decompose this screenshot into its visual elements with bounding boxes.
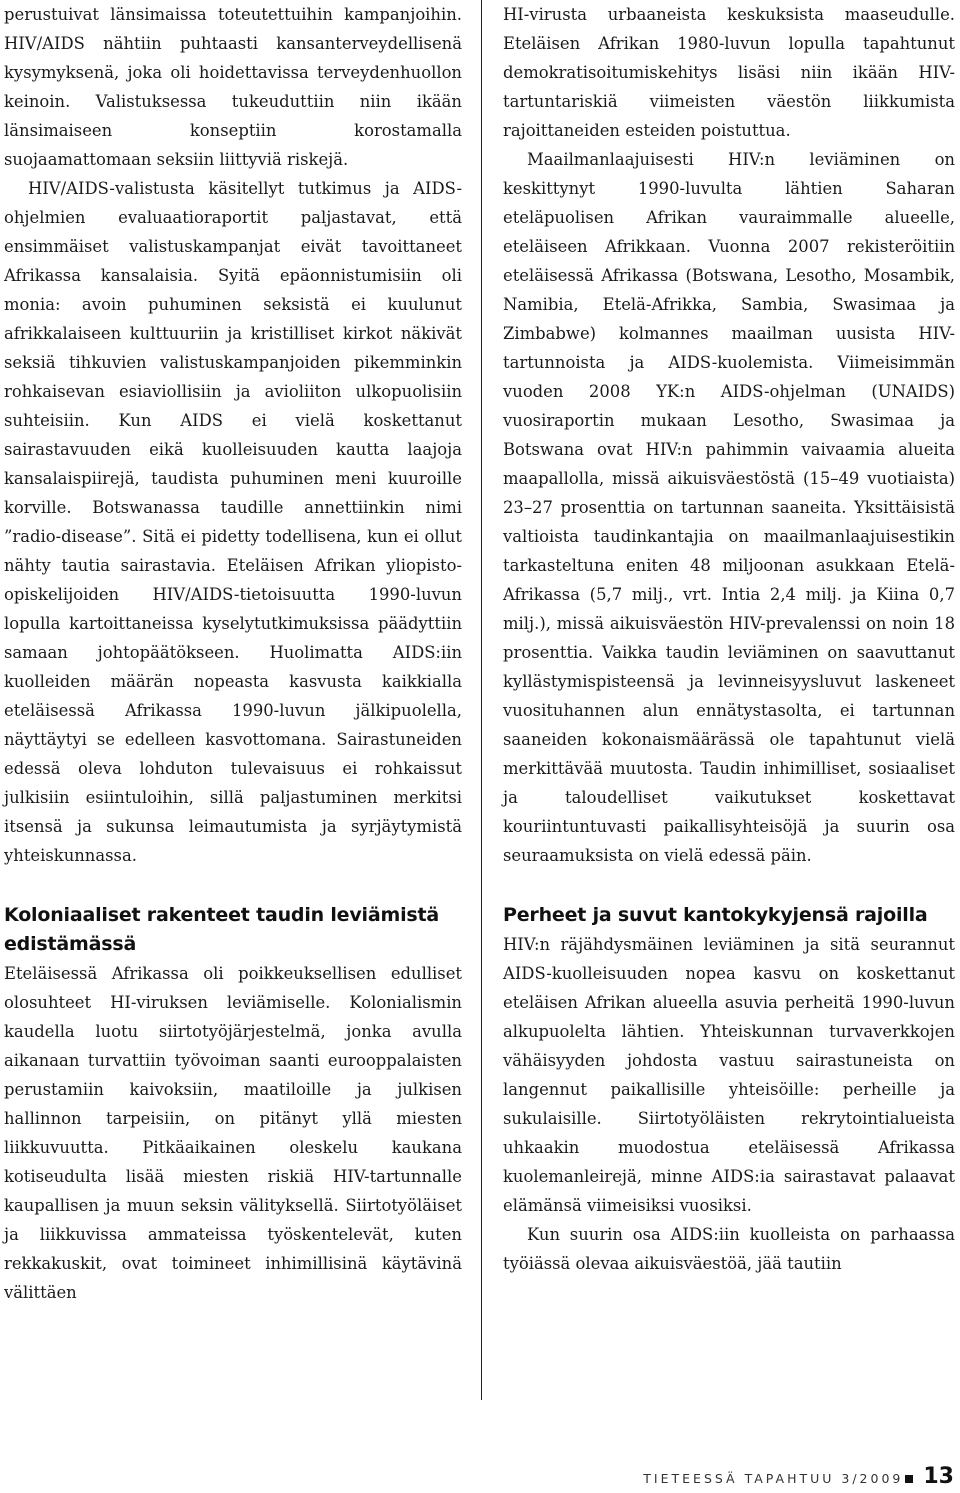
section-heading-families: Perheet ja suvut kantokykyjensä rajoilla	[503, 904, 928, 926]
left-column	[4, 0, 462, 1307]
section-gap	[503, 870, 955, 901]
section-heading-colonial: Koloniaaliset rakenteet taudin leviämistä edistämässä	[4, 904, 440, 955]
right-paragraph-3: HIV:n räjähdysmäinen leviäminen ja sitä seurannut AIDS-kuolleisuuden nopea kasvu on koskettanut eteläisen Afrikan alueella asuvia perheitä 1990-luvun alkupuolelta lähtien. Yhteiskunnan turvaverkkojen vähäisyyden johdosta vastuu sairastuneista on langennut paikallisille yhteisöille: perheille ja sukulaisille. Siirtotyöläisten rekrytointialueista uhkaakin muodostua eteläisessä Afrikassa kuolemanleirejä, minne AIDS:ia sairastavat palaavat elämänsä viimeisiksi vuosiksi.	[503, 935, 955, 1215]
right-column	[503, 0, 955, 1278]
left-paragraph-1: perustuivat länsimaissa toteutettuihin kampanjoihin. HIV/AIDS nähtiin puhtaasti kansanterveydellisenä kysymyksenä, joka oli hoidettavissa terveydenhuollon keinoin. Valistuksessa tukeuduttiin niin ikään länsimaiseen konseptiin korostamalla suojaamattomaan seksiin liittyviä riskejä.	[4, 5, 462, 169]
square-bullet-icon	[905, 1475, 913, 1483]
right-paragraph-1: HI-virusta urbaaneista keskuksista maaseudulle. Eteläisen Afrikan 1980-luvun lopulla tapahtunut demokratisoitumiskehitys lisäsi niin ikään HIV-tartuntariskiä viimeisten väestön liikkumista rajoittaneiden esteiden poistuttua.	[503, 5, 955, 140]
journal-name: TIETEESSÄ TAPAHTUU 3/2009	[643, 1471, 904, 1486]
right-paragraph-4: Kun suurin osa AIDS:iin kuolleista on parhaassa työiässä olevaa aikuisväestöä, jää tautiin	[503, 1225, 955, 1273]
page-number: 13	[923, 1464, 954, 1489]
page-footer	[643, 1464, 954, 1489]
left-paragraph-2: HIV/AIDS-valistusta käsitellyt tutkimus ja AIDS-ohjelmien evaluaatioraportit paljastavat, että ensimmäiset valistuskampanjat eivät tavoittaneet Afrikassa kansalaisia. Syitä epäonnistumisiin oli monia: avoin puhuminen seksistä ei kuulunut afrikkalaiseen kulttuuriin ja kristilliset kirkot näkivät seksiä tihkuvien valistuskampanjoiden pikemminkin rohkaisevan esiaviollisiin ja avioliiton ulkopuolisiin suhteisiin. Kun AIDS ei vielä koskettanut sairastavuuden eikä kuolleisuuden kautta laajoja kansalaispiirejä, taudista puhuminen meni kuuroille korville. Botswanassa taudille annettiinkin nimi ”radio-disease”. Sitä ei pidetty todellisena, kun ei ollut nähty tautia sairastavia. Eteläisen Afrikan yliopisto-opiskelijoiden HIV/AIDS-tietoisuutta 1990-luvun lopulla kartoittaneissa kyselytutkimuksissa päädyttiin samaan johtopäätökseen. Huolimatta AIDS:iin kuolleiden määrän nopeasta kasvusta kaikkialla eteläisessä Afrikassa 1990-luvun jälkipuolella, näyttäytyi se edelleen kasvottomana. Sairastuneiden edessä oleva lohduton tulevaisuus ei rohkaissut julkisiin esiintuloihin, sillä paljastuminen merkitsi itsensä ja sukunsa leimautumista ja syrjäytymistä yhteiskunnassa.	[4, 179, 462, 865]
column-divider	[481, 0, 482, 1400]
section-gap	[4, 870, 462, 901]
right-paragraph-2: Maailmanlaajuisesti HIV:n leviäminen on keskittynyt 1990-luvulta lähtien Saharan eteläpuolisen Afrikan vauraimmalle alueelle, eteläiseen Afrikkaan. Vuonna 2007 rekisteröitiin eteläisessä Afrikassa (Botswana, Lesotho, Mosambik, Namibia, Etelä-Afrikka, Sambia, Swasimaa ja Zimbabwe) kolmannes maailman uusista HIV-tartunnoista ja AIDS-kuolemista. Viimeisimmän vuoden 2008 YK:n AIDS-ohjelman (UNAIDS) vuosiraportin mukaan Lesotho, Swasimaa ja Botswana ovat HIV:n pahimmin vaivaamia alueita maapallolla, missä aikuisväestöstä (15–49 vuotiaista) 23–27 prosenttia on tartunnan saaneita. Yksittäisistä valtioista taudinkantajia on maailmanlaajuisestikin tarkasteltuna eniten 48 miljoonan asukkaan Etelä-Afrikassa (5,7 milj., vrt. Intia 2,4 milj. ja Kiina 0,7 milj.), missä aikuisväestön HIV-prevalenssi on noin 18 prosenttia. Vaikka taudin leviäminen on saavuttanut kyllästymispisteensä ja levinneisyysluvut laskeneet vuosituhannen alun ennätystasolta, ei tartunnan saaneiden kokonaismäärässä ole tapahtunut vielä merkittävää muutosta. Taudin inhimilliset, sosiaaliset ja taloudelliset vaikutukset koskettavat kouriintuntuvasti paikallisyhteisöjä ja suurin osa seuraamuksista on vielä edessä päin.	[503, 150, 955, 865]
left-paragraph-3: Eteläisessä Afrikassa oli poikkeuksellisen edulliset olosuhteet HI-viruksen leviämiselle. Kolonialismin kaudella luotu siirtotyöjärjestelmä, jonka avulla aikanaan turvattiin työvoiman saanti eurooppalaisten perustamiin kaivoksiin, maatiloille ja julkisen hallinnon tarpeisiin, on pitänyt yllä miesten liikkuvuutta. Pitkäaikainen oleskelu kaukana kotiseudulta lisää miesten riskiä HIV-tartunnalle kaupallisen ja muun seksin välityksellä. Siirtotyöläiset ja liikkuvissa ammateissa työskentelevät, kuten rekkakuskit, ovat toimineet inhimillisinä käytävinä välittäen	[4, 964, 462, 1302]
